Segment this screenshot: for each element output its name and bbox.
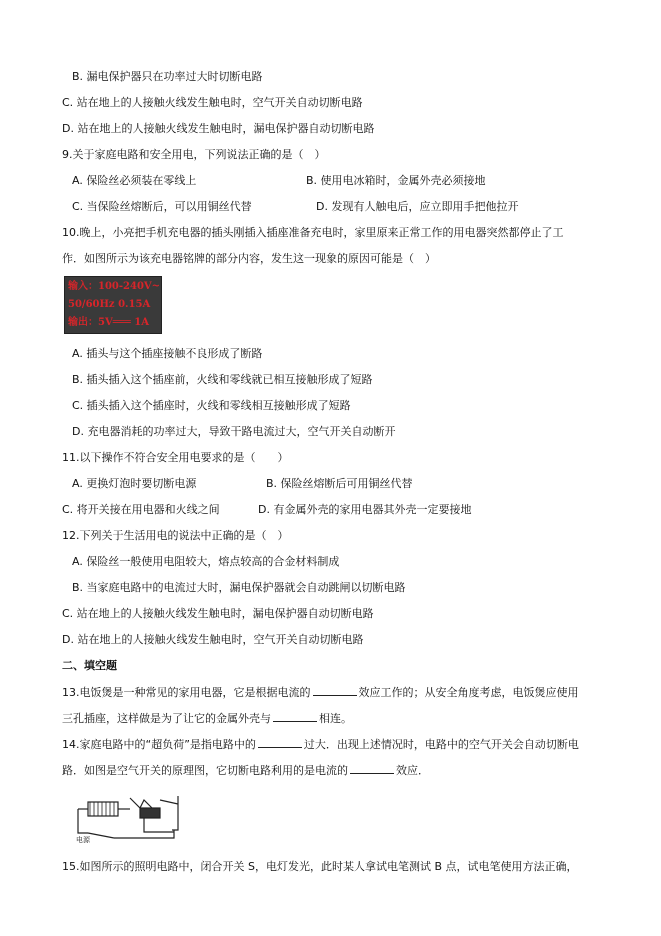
answer-blank[interactable] bbox=[350, 763, 394, 774]
q11-option-a: A. 更换灯泡时要切断电源 bbox=[72, 477, 197, 490]
q14-line1 bbox=[62, 737, 579, 752]
q13-text-a: 13.电饭煲是一种常见的家用电器，它是根据电流的 bbox=[62, 686, 311, 699]
q13-text-d: 相连。 bbox=[319, 712, 352, 725]
q8-option-c: C. 站在地上的人接触火线发生触电时，空气开关自动切断电路 bbox=[62, 96, 363, 109]
q12-option-a: A. 保险丝一般使用电阻较大，熔点较高的合金材料制成 bbox=[72, 555, 340, 568]
q10-stem-line1: 10.晚上，小亮把手机充电器的插头刚插入插座准备充电时，家里原来正常工作的用电器突然都停止了工 bbox=[62, 226, 564, 239]
q10-option-d: D. 充电器消耗的功率过大，导致干路电流过大，空气开关自动断开 bbox=[72, 425, 396, 438]
q10-option-b: B. 插头插入这个插座前，火线和零线就已相互接触形成了短路 bbox=[72, 373, 373, 386]
q14-line2 bbox=[62, 763, 429, 778]
q8-option-d: D. 站在地上的人接触火线发生触电时，漏电保护器自动切断电路 bbox=[62, 122, 375, 135]
air-switch-diagram bbox=[74, 790, 194, 850]
nameplate-line-input: 输入：100-240V~ bbox=[68, 281, 161, 292]
answer-blank[interactable] bbox=[313, 685, 357, 696]
q11-option-c: C. 将开关接在用电器和火线之间 bbox=[62, 503, 220, 516]
q13-text-c: 三孔插座，这样做是为了让它的金属外壳与 bbox=[62, 712, 271, 725]
q9-option-d: D. 发现有人触电后，应立即用手把他拉开 bbox=[316, 200, 519, 213]
q8-option-b: B. 漏电保护器只在功率过大时切断电路 bbox=[72, 70, 263, 83]
q12-stem: 12.下列关于生活用电的说法中正确的是（ ） bbox=[62, 529, 289, 542]
charger-nameplate-image bbox=[64, 276, 162, 334]
q12-option-c: C. 站在地上的人接触火线发生触电时，漏电保护器自动切断电路 bbox=[62, 607, 374, 620]
q9-option-b: B. 使用电冰箱时，金属外壳必须接地 bbox=[306, 174, 486, 187]
q11-stem: 11.以下操作不符合安全用电要求的是（ ） bbox=[62, 451, 289, 464]
q12-option-b: B. 当家庭电路中的电流过大时，漏电保护器就会自动跳闸以切断电路 bbox=[72, 581, 406, 594]
electromagnet-coil bbox=[88, 802, 118, 816]
armature-lever bbox=[130, 798, 152, 808]
q14-text-c: 路．如图是空气开关的原理图，它切断电路利用的是电流的 bbox=[62, 764, 348, 777]
q9-option-c: C. 当保险丝熔断后，可以用铜丝代替 bbox=[72, 200, 252, 213]
q11-option-b: B. 保险丝熔断后可用铜丝代替 bbox=[266, 477, 413, 490]
q9-stem: 9.关于家庭电路和安全用电，下列说法正确的是（ ） bbox=[62, 148, 326, 161]
section-heading-fill-in: 二、填空题 bbox=[62, 659, 117, 672]
q12-option-d: D. 站在地上的人接触火线发生触电时，空气开关自动切断电路 bbox=[62, 633, 364, 646]
contact-block bbox=[140, 808, 160, 818]
q10-option-a: A. 插头与这个插座接触不良形成了断路 bbox=[72, 347, 263, 360]
q14-text-d: 效应． bbox=[396, 764, 429, 777]
q10-stem-line2: 作．如图所示为该充电器铭牌的部分内容，发生这一现象的原因可能是（ ） bbox=[62, 252, 436, 265]
q11-option-d: D. 有金属外壳的家用电器其外壳一定要接地 bbox=[258, 503, 472, 516]
answer-blank[interactable] bbox=[273, 711, 317, 722]
q13-text-b: 效应工作的；从安全角度考虑，电饭煲应使用 bbox=[358, 686, 579, 699]
breaker-label-power: 电源 bbox=[76, 836, 90, 844]
answer-blank[interactable] bbox=[258, 737, 302, 748]
q9-option-a: A. 保险丝必须装在零线上 bbox=[72, 174, 197, 187]
q15-stem: 15.如图所示的照明电路中，闭合开关 S，电灯发光，此时某人拿试电笔测试 B 点，试电笔使用方法正确， bbox=[62, 860, 578, 873]
nameplate-line-output: 输出：5V═══ 1A bbox=[68, 317, 149, 328]
q14-text-b: 过大．出现上述情况时，电路中的空气开关会自动切断电 bbox=[303, 738, 579, 751]
q14-text-a: 14.家庭电路中的“超负荷”是指电路中的 bbox=[62, 738, 256, 751]
nameplate-line-frequency: 50/60Hz 0.15A bbox=[68, 299, 151, 310]
q13-line2 bbox=[62, 711, 352, 726]
q13-line1 bbox=[62, 685, 579, 700]
q10-option-c: C. 插头插入这个插座时，火线和零线相互接触形成了短路 bbox=[72, 399, 351, 412]
